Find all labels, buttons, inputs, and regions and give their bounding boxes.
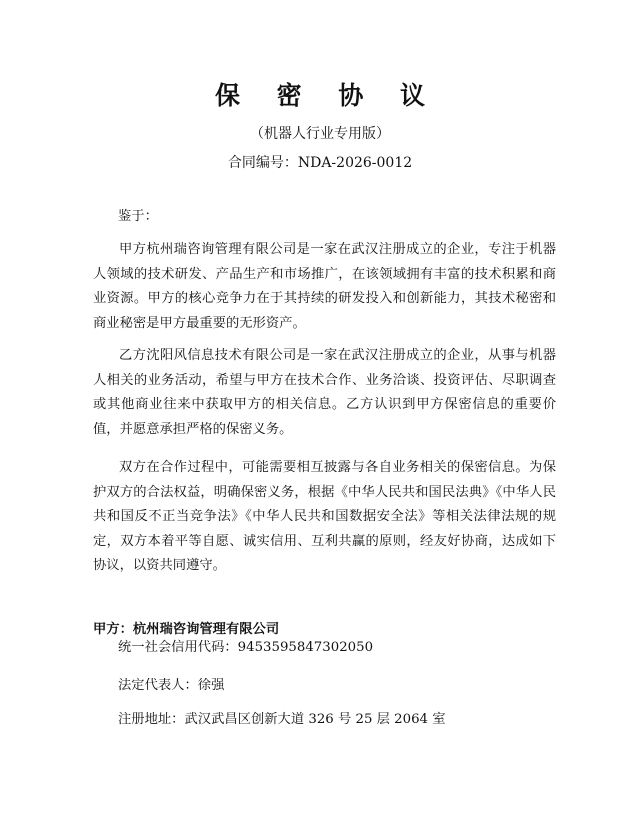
party-a-address: 注册地址：武汉武昌区创新大道 326 号 25 层 2064 室 [118,712,446,727]
paragraph-text: 乙方沈阳风信息技术有限公司是一家在武汉注册成立的企业，从事与机器人相关的业务活动，希望与甲方在技术合作、业务洽谈、投资评估、尽职调查或其他商业往来中获取甲方的相关信息。乙方认识到甲方保密信息的重要价值，并愿意承担严格的保密义务。 [93,348,556,437]
party-a-heading: 甲方：杭州瑞咨询管理有限公司 [93,622,280,637]
party-a-credit-code: 统一社会信用代码：9453595847302050 [118,640,374,655]
paragraph-party-a-intro [93,238,556,336]
paragraph-text: 甲方杭州瑞咨询管理有限公司是一家在武汉注册成立的企业，专注于机器人领域的技术研发、产品生产和市场推广，在该领域拥有丰富的技术积累和商业资源。甲方的核心竞争力在于其持续的研发投入和创新能力，其技术秘密和商业秘密是甲方最重要的无形资产。 [93,242,556,331]
document-subtitle: （机器人行业专用版） [250,126,390,142]
contract-number: 合同编号：NDA-2026-0012 [227,155,413,171]
whereas-label: 鉴于： [118,209,158,224]
paragraph-purpose [93,456,556,579]
paragraph-party-b-intro [93,344,556,442]
party-a-legal-rep: 法定代表人：徐强 [118,678,225,693]
document-title: 保 密 协 议 [214,81,440,110]
paragraph-text: 双方在合作过程中，可能需要相互披露与各自业务相关的保密信息。为保护双方的合法权益，明确保密义务，根据《中华人民共和国民法典》《中华人民共和国反不正当竞争法》《中华人民共和国数据安全法》等相关法律法规的规定，双方本着平等自愿、诚实信用、互利共赢的原则，经友好协商，达成如下协议，以资共同遵守。 [93,460,556,573]
